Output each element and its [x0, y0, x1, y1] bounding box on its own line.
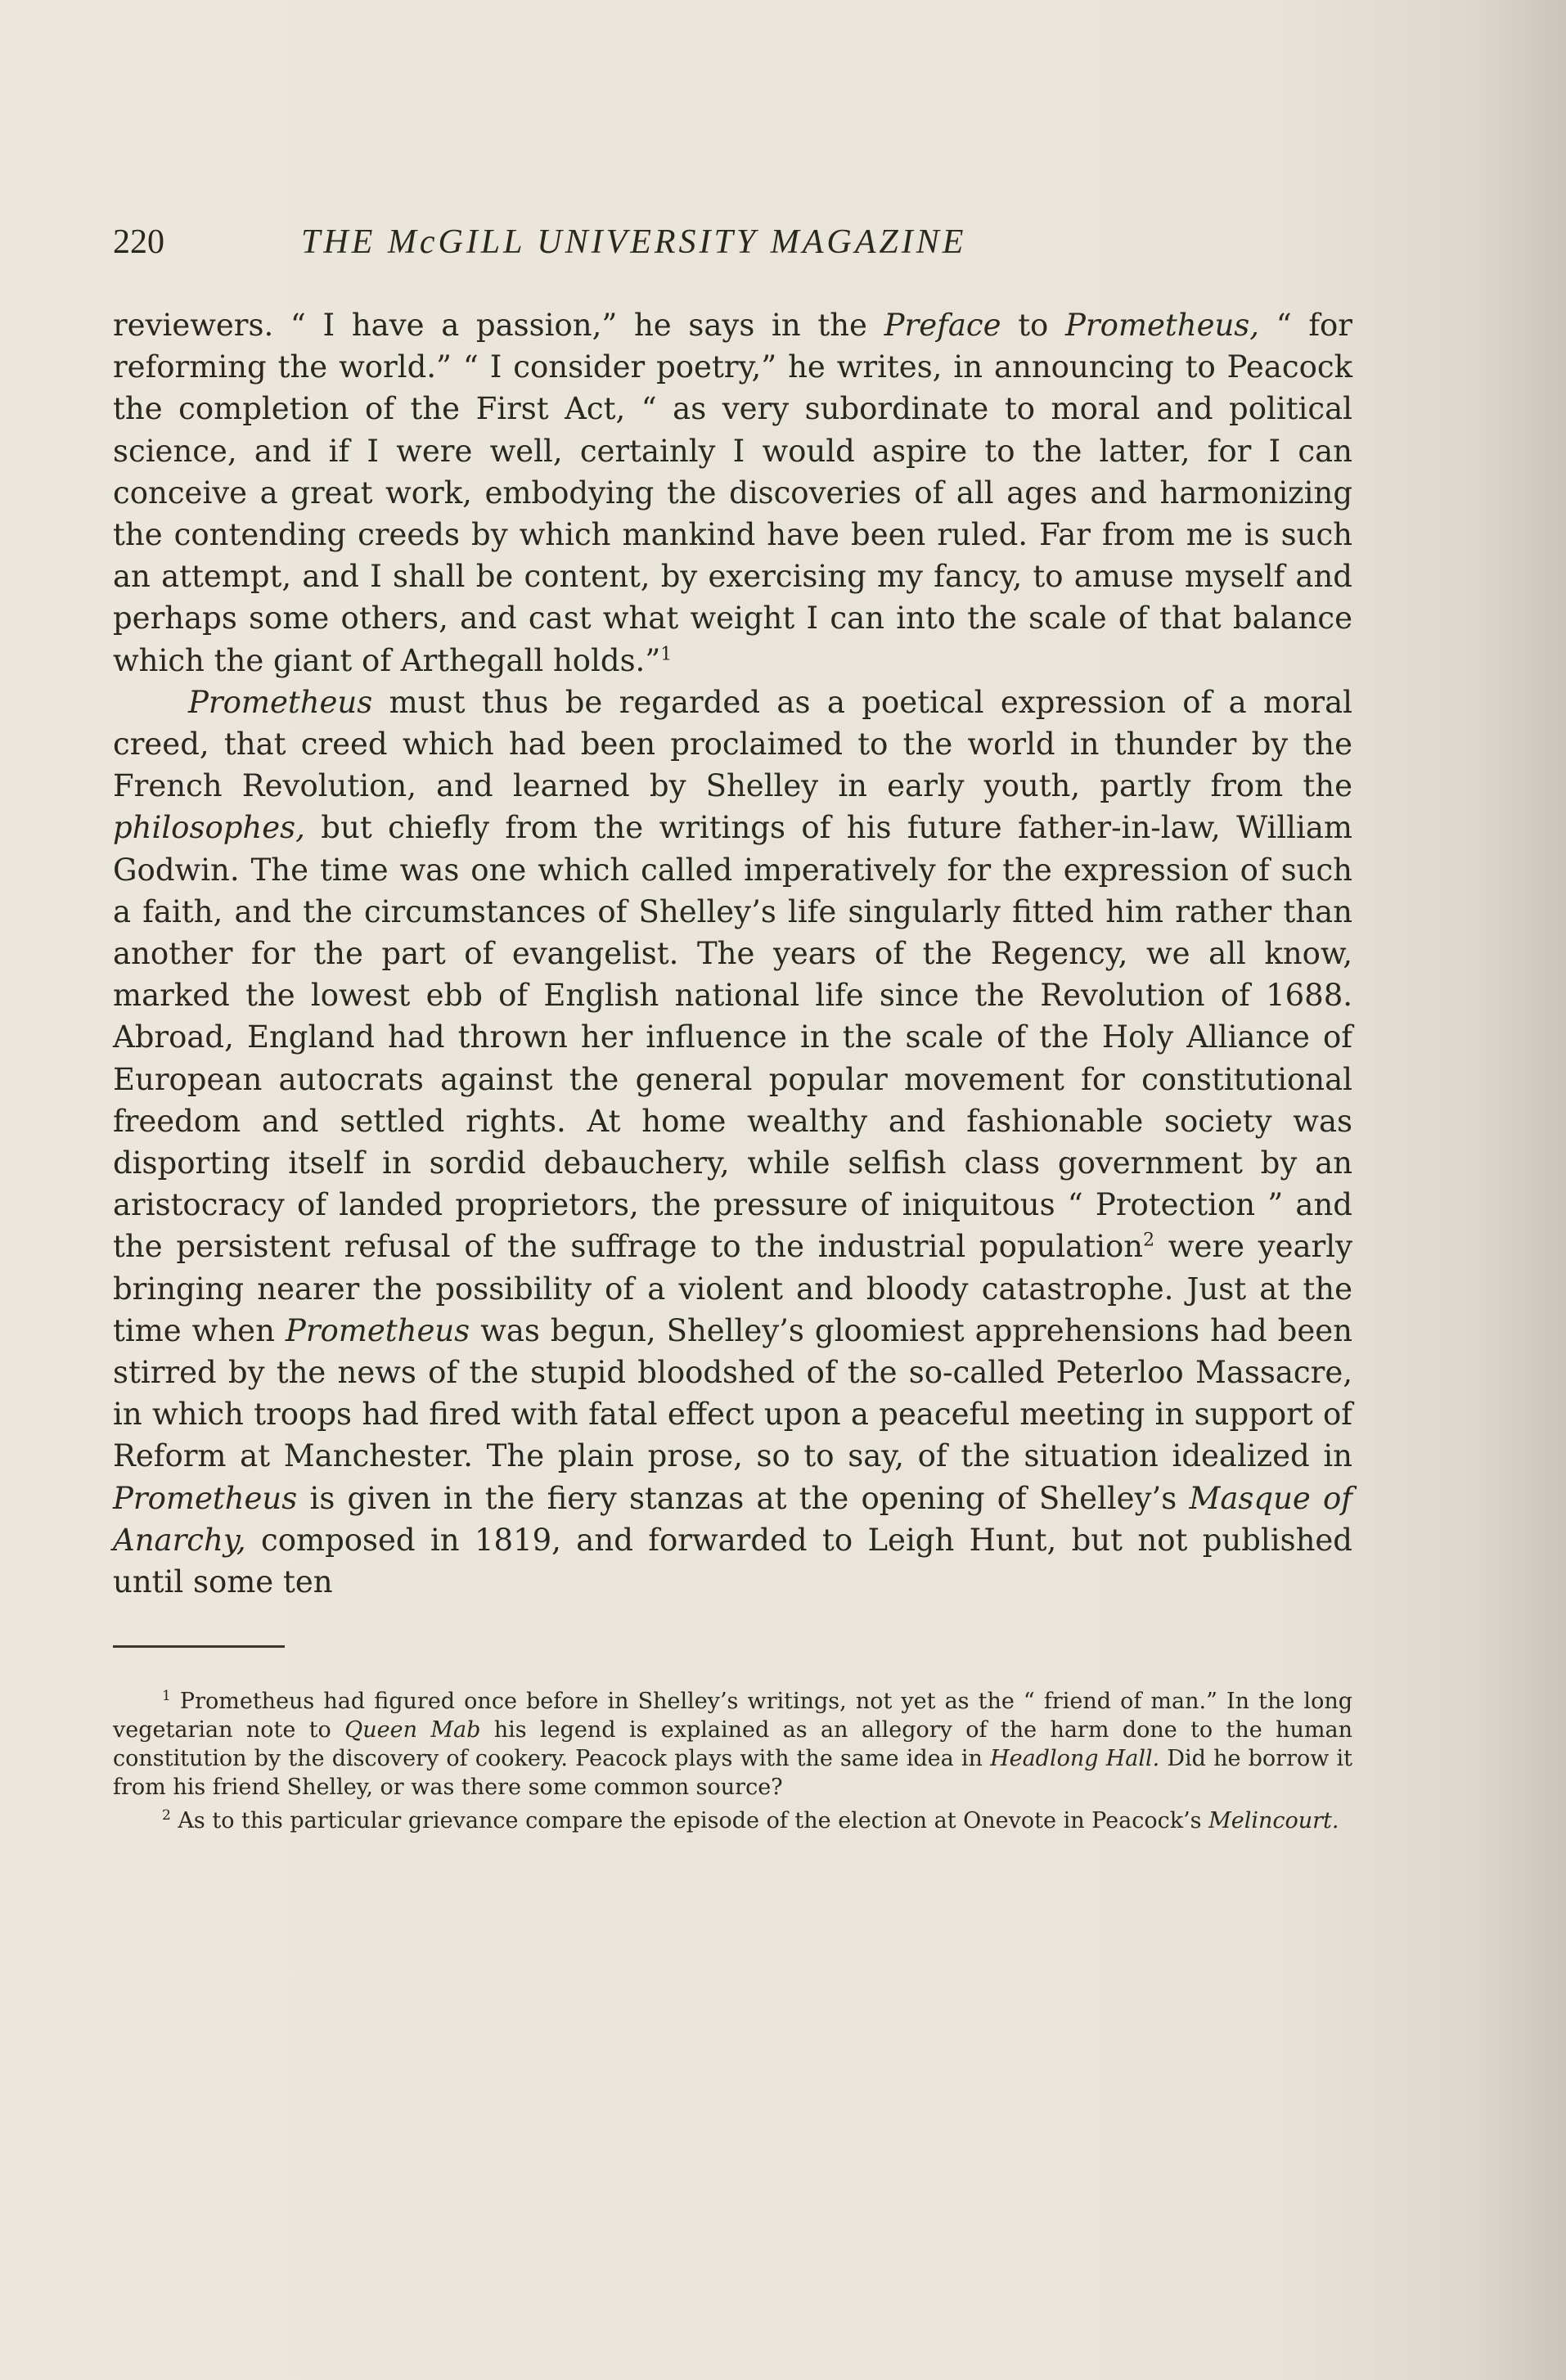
text-run: composed in 1819, and forwarded to Leigh Hunt, but not published until some ten: [113, 1522, 1352, 1600]
footnote: [113, 1806, 1352, 1835]
text-run: Prometheus had figured once before in Shelley’s writings, not yet as the “ friend of man.” In the long vegetarian note to: [113, 1689, 1352, 1743]
italic-title: Prometheus,: [1065, 308, 1260, 343]
text-run: to: [1001, 308, 1066, 343]
footnote-reference: 1: [660, 644, 673, 665]
paragraph: [113, 682, 1352, 1603]
text-run: was begun, Shelley’s gloomiest apprehensions had been stirred by the news of the stupid bloodshed of the so-called Peterloo Massacre, in which troops had fired with fatal effect upon a peaceful meeting in support of Reform at Manchester. The plain prose, so to say, of the situation idealized in: [113, 1312, 1352, 1474]
text-run: his legend is explained as an allegory of the harm done to the human constitution by the discovery of cookery. Peacock plays with the same idea in: [113, 1717, 1352, 1772]
text-run: Did he borrow it from his friend Shelley, or was there some common source?: [113, 1746, 1352, 1801]
italic-title: Prometheus: [113, 1480, 298, 1516]
footnotes: [113, 1687, 1352, 1835]
page-header: [113, 223, 1352, 272]
page-content: [113, 223, 1352, 1840]
text-run: As to this particular grievance compare the episode of the election at Onevote in Peacock’s: [170, 1808, 1209, 1834]
text-run: were yearly bringing nearer the possibility of a violent and bloody catastrophe. Just at the time when: [113, 1229, 1352, 1348]
running-head: THE McGILL UNIVERSITY MAGAZINE: [301, 223, 967, 261]
italic-title: Headlong Hall.: [990, 1746, 1160, 1772]
footnote: [113, 1687, 1352, 1802]
italic-title: Preface: [884, 308, 1001, 343]
text-run: “ for reforming the world.” “ I consider poetry,” he writes, in announcing to Peacock the completion of the First Act, “ as very subordinate to moral and political science, and if I were well, certainly I would aspire to the latter, for I can conceive a great work, embodying the discoveries of all ages and harmonizing the contending creeds by which mankind have been ruled. Far from me is such an attempt, and I shall be content, by exercising my fancy, to amuse myself and perhaps some others, and cast what weight I can into the scale of that balance which the giant of Arthegall holds.”: [113, 308, 1352, 678]
footnote-reference: 2: [1143, 1230, 1155, 1252]
body-text: [113, 304, 1352, 1603]
footnote-divider: [113, 1645, 285, 1648]
text-run: is given in the fiery stanzas at the opening of Shelley’s: [297, 1480, 1190, 1516]
text-run: must thus be regarded as a poetical expression of a moral creed, that creed which had been proclaimed to the world in thunder by the French Revolution, and learned by Shelley in early youth, partly from the: [113, 684, 1352, 804]
italic-title: Queen Mab: [344, 1717, 481, 1743]
italic-title: Prometheus: [285, 1312, 470, 1348]
italic-title: Masque of Anarchy,: [113, 1480, 1352, 1558]
text-run: but chiefly from the writings of his future father-in-law, William Godwin. The time was one which called imperatively for the expression of such a faith, and the circumstances of Shelley’s life singularly fitted him rather than another for the part of evangelist. The years of the Regency, we all know, marked the lowest ebb of English national life since the Revolution of 1688. Abroad, England had thrown her influence in the scale of the Holy Alliance of European autocrats against the general popular movement for constitutional freedom and settled rights. At home wealthy and fashionable society was disporting itself in sordid debauchery, while selfish class government by an aristocracy of landed proprietors, the pressure of iniquitous “ Protection ” and the persistent refusal of the suffrage to the industrial population: [113, 810, 1352, 1265]
italic-title: Melincourt.: [1208, 1808, 1339, 1834]
paragraph: [113, 304, 1352, 682]
italic-term: philosophes,: [113, 810, 305, 846]
text-run: reviewers. “ I have a passion,” he says in the: [113, 308, 884, 343]
footnote-marker: 1: [162, 1688, 171, 1705]
italic-title: Prometheus: [188, 684, 373, 720]
page-number: 220: [113, 223, 164, 261]
footnote-marker: 2: [162, 1807, 171, 1824]
